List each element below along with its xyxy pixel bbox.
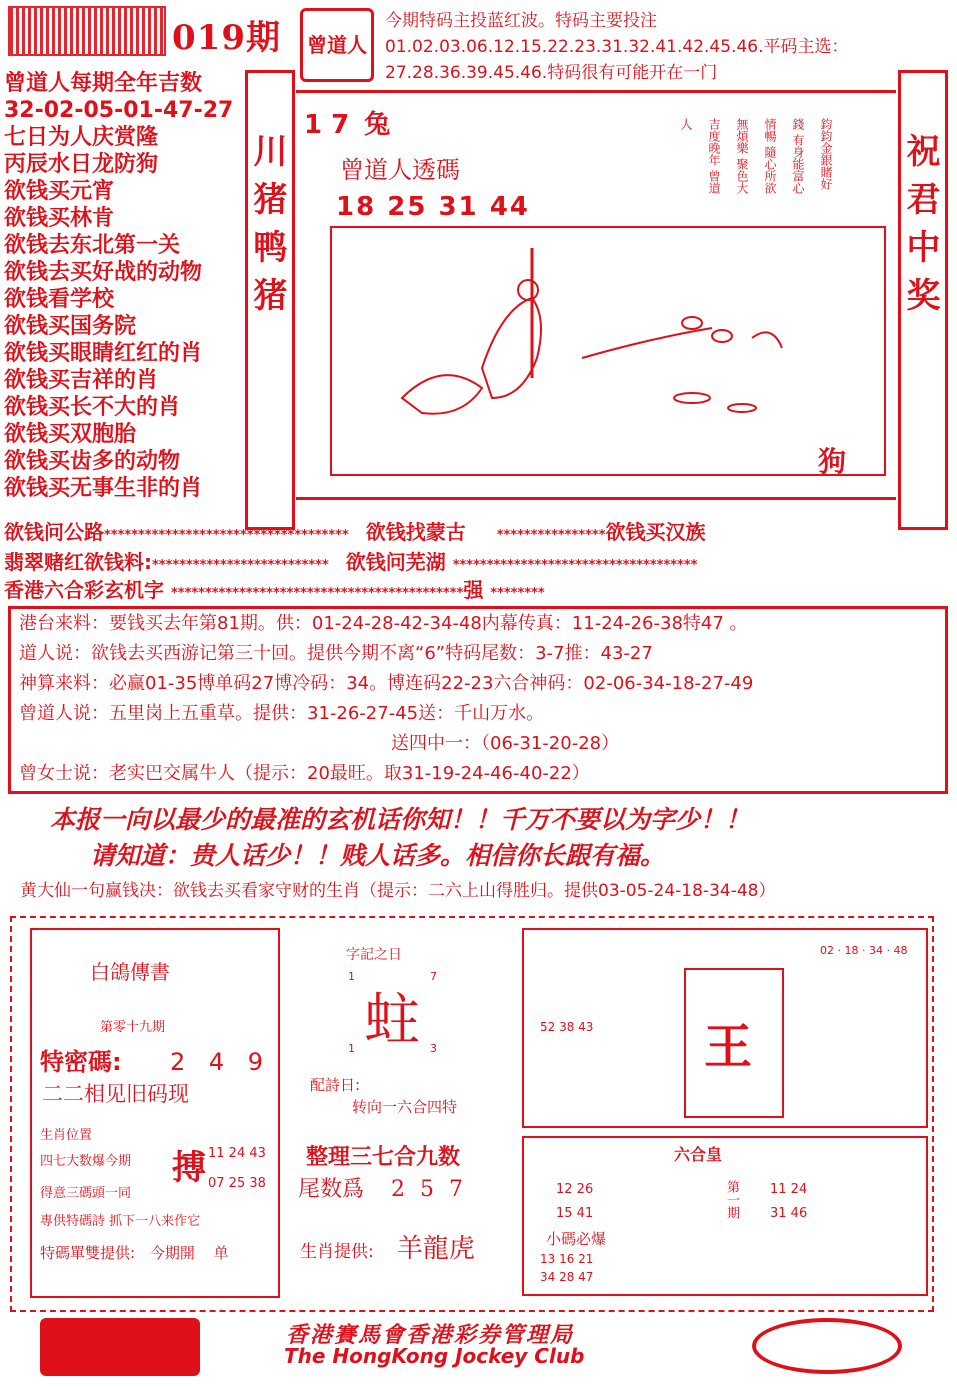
mid-zhengli: 整理三七合九数: [306, 1145, 461, 1170]
row-label: 欲钱买汉族: [605, 520, 706, 544]
codes-numbers: 18 25 31 44: [336, 192, 530, 222]
left-line6-value: 单: [213, 1244, 229, 1262]
footer-chinese: 香港賽馬會香港彩券管理局: [286, 1323, 575, 1348]
codes-title: 曾道人透碼: [340, 156, 460, 184]
left-line6-open: 今期開: [149, 1244, 195, 1262]
row-label: 翡翠赌红欲钱料:: [4, 550, 152, 574]
footer-logo-right: [752, 1318, 902, 1374]
list-item: 欲钱买林肯: [4, 206, 115, 231]
list-item: 曾道人每期全年吉数: [4, 71, 203, 96]
mid-weishu-value: 2 5 7: [391, 1177, 467, 1202]
left-line3: 四七大数爆今期: [40, 1154, 132, 1169]
mid-weishu-label: 尾数爲: [298, 1177, 365, 1202]
list-item: 欲钱买双胞胎: [4, 422, 137, 447]
huang-line: 黄大仙一句赢钱决：欲钱去买看家守财的生肖（提示：二六上山得胜归。提供03-05-24-18-34-48）: [20, 881, 776, 901]
list-item: 欲钱去买好战的动物: [4, 260, 203, 285]
list-item: 欲钱买齿多的动物: [4, 449, 181, 474]
row-stars: ************************************: [104, 528, 349, 543]
fisherman-illustration: [332, 228, 884, 474]
star-row: [4, 516, 705, 545]
box-line: 送四中一：（06-31-20-28）: [391, 733, 620, 754]
grid-c: 11 24: [770, 1182, 808, 1197]
mid-title: 字記之日: [346, 947, 402, 963]
box-line: 道人说：欲钱去买西游记第三十回。提供今期不离“6”特码尾数：3-7推：43-27: [19, 643, 653, 664]
zodiac-top: 兔: [364, 110, 391, 140]
mid-sx-value: 羊龍虎: [396, 1234, 475, 1264]
grid-a: 12 26: [556, 1182, 594, 1197]
list-item: 欲钱买眼睛红红的肖: [4, 341, 203, 366]
list-item: 欲钱买长不大的肖: [4, 395, 181, 420]
row-label: 强: [463, 578, 484, 602]
info-box: [8, 606, 948, 794]
row-stars: ************************************: [452, 558, 698, 573]
tema-label: 特密碼:: [40, 1048, 122, 1076]
row-stars: ****************: [496, 528, 606, 543]
list-item: 欲钱买无事生非的肖: [4, 476, 203, 501]
pigeon-title: 白鴿傳書: [90, 960, 170, 984]
liuhe-title: 六合皇: [674, 1145, 723, 1164]
tema-row: [40, 1042, 271, 1077]
list-item: 欲钱看学校: [4, 287, 115, 312]
left-line6-label: 特碼單雙提供:: [40, 1244, 136, 1262]
list-item: 丙辰水日龙防狗: [4, 152, 159, 177]
list-item: 欲钱买元宵: [4, 179, 115, 204]
left-line2: 生肖位置: [40, 1128, 93, 1143]
slogan-1: 本报一向以最少的最准的玄机话你知！！千万不要以为字少！！: [50, 805, 751, 834]
list-item: 欲钱买国务院: [4, 314, 137, 339]
left-line5: 專供特碼詩 抓下一八来作它: [40, 1214, 201, 1229]
right-nums-top: 02 · 18 · 34 · 48: [820, 944, 908, 957]
mid-n1b: 1: [348, 1042, 355, 1055]
right-scroll-text: 祝君中奖: [900, 133, 940, 325]
box-line: 曾道人说：五里岗上五重草。提供：31-26-27-45送：千山万水。: [19, 703, 545, 724]
right-scroll: [898, 70, 948, 530]
mid-sx: [300, 1228, 475, 1265]
issue-number: 019期: [172, 18, 281, 58]
mid-peishi: 配詩日:: [310, 1076, 361, 1094]
top-paragraph: 今期特码主投蓝红波。特码主要投注01.02.03.06.12.15.22.23.31.32.41.42.45.46.平码主选：27.28.36.39.45.46.特码很有可能开在一门: [385, 11, 849, 83]
row-label: 欲钱问芜湖: [345, 550, 446, 574]
mid-n3: 3: [430, 1042, 437, 1055]
seal-logo: 曾道人: [300, 8, 374, 82]
numbers-top: 1 7: [304, 110, 350, 140]
zodiac-bottom: 狗: [818, 445, 847, 478]
row-label: 欲钱找蒙古: [365, 520, 466, 544]
left-line1: 二二相见旧码现: [42, 1082, 189, 1106]
pigeon-issue: 第零十九期: [100, 1020, 166, 1035]
bo-nums-1: 11 24 43: [208, 1146, 266, 1161]
footer-english: The HongKong Jockey Club: [284, 1344, 585, 1368]
list-item: 欲钱买吉祥的肖: [4, 368, 159, 393]
header-logo: [8, 6, 166, 56]
mid-sx-label: 生肖提供:: [300, 1242, 374, 1262]
box-line: 曾女士说：老实巴交属牛人（提示：20最旺。取31-19-24-46-40-22）: [19, 763, 590, 784]
bo-nums-2: 07 25 38: [208, 1176, 266, 1191]
poem-vertical: 鈞鈞金銀賭好錢 有身能富心情暢 隨心所欲無煩樂 聚色大吉度晚年 曾道人: [679, 118, 833, 194]
row-label: 欲钱问公路: [4, 520, 104, 544]
box-line: 神算来料：必赢01-35博单码27博冷码：34。博连码22-23六合神码：02-06-34-18-27-49: [19, 673, 754, 694]
row-stars: **************************: [152, 558, 329, 573]
tema-row-3: 34 28 47: [540, 1270, 594, 1284]
left-scroll-text: 川猪鸭猪: [247, 133, 287, 325]
mid-big-char: 蛀: [364, 988, 420, 1053]
mid-n7: 7: [430, 970, 437, 983]
list-item: 欲钱去东北第一关: [4, 233, 181, 258]
right-nums-mid: 52 38 43: [540, 1020, 594, 1034]
slogan-2: 请知道：贵人话少！！贱人话多。相信你长跟有福。: [90, 841, 666, 870]
grid-b: 15 41: [556, 1206, 594, 1221]
tema-value: 2 4 9: [169, 1048, 272, 1076]
row-stars: *******************************************: [170, 586, 464, 601]
xiaoma: 小碼必爆: [546, 1230, 607, 1248]
list-item: 七日为人庆赏隆: [4, 125, 159, 150]
mid-poem: 转向一六合四特: [352, 1098, 458, 1116]
tema-row-2: 13 16 21: [540, 1252, 594, 1266]
picture-frame: [330, 226, 886, 476]
diyi: 第一期: [724, 1180, 739, 1219]
bo-char: 搏: [172, 1148, 206, 1188]
list-item: 32-02-05-01-47-27: [4, 98, 234, 123]
left-list: [4, 70, 244, 502]
left-scroll: [245, 70, 295, 530]
row-label: 香港六合彩玄机字: [4, 578, 164, 602]
center-numbers-top: [304, 104, 390, 141]
star-row: [4, 574, 545, 603]
footer-logo-left: [40, 1318, 200, 1376]
left-line4: 得意三碼頭一同: [40, 1186, 132, 1201]
mid-weishu: [298, 1172, 467, 1203]
wang-char: 王: [704, 1019, 753, 1075]
box-line: 港台来料：要钱买去年第81期。供：01-24-28-42-34-48内幕传真：11-24-26-38特47 。: [19, 613, 748, 634]
left-line6: [40, 1242, 229, 1263]
star-row: [4, 546, 697, 575]
grid-d: 31 46: [770, 1206, 808, 1221]
row-stars: ********: [490, 586, 545, 601]
mid-n1: 1: [348, 970, 355, 983]
